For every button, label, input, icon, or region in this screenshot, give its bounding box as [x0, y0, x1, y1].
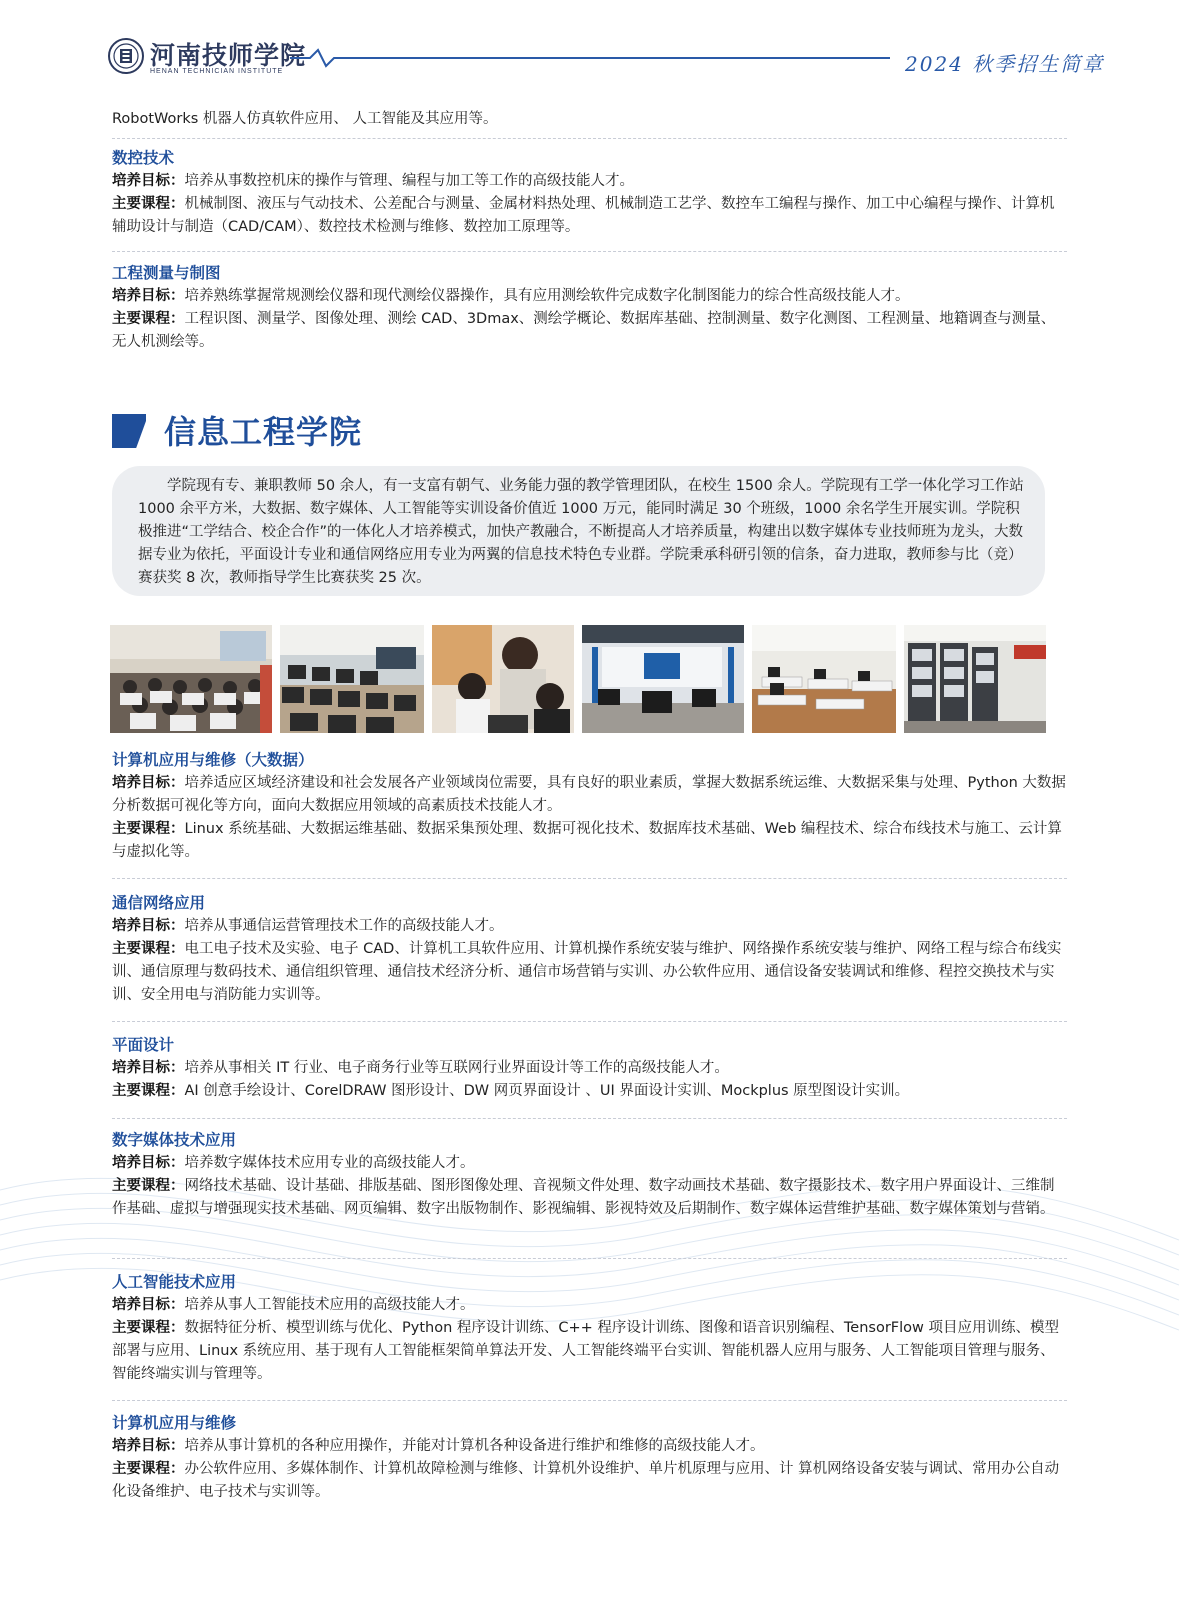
- college-title: 信息工程学院: [164, 413, 363, 451]
- continued-courses: RobotWorks 机器人仿真软件应用、 人工智能及其应用等。: [112, 111, 498, 127]
- photo-classroom-students: [110, 625, 272, 733]
- goal-label: 培养目标：: [112, 288, 185, 304]
- major-courses: [112, 938, 1067, 1007]
- goal-text: 培养熟练掌握常规测绘仪器和现代测绘仪器操作，具有应用测绘软件完成数字化制图能力的综合性高级技能人才。: [184, 288, 910, 304]
- major-title: 数字媒体技术应用: [112, 1131, 237, 1149]
- divider: [112, 878, 1067, 879]
- courses-label: 主要课程：: [112, 821, 185, 837]
- major-title: 通信网络应用: [112, 894, 206, 912]
- major-section: [112, 891, 1067, 1007]
- courses-label: 主要课程：: [112, 196, 185, 212]
- goal-text: 培养数字媒体技术应用专业的高级技能人才。: [184, 1155, 475, 1171]
- major-goal: [112, 1294, 1067, 1317]
- goal-label: 培养目标：: [112, 173, 185, 189]
- major-courses: [112, 308, 1067, 354]
- courses-text: Linux 系统基础、大数据运维基础、数据采集预处理、数据可视化技术、数据库技术基础、Web 编程技术、综合布线技术与施工、云计算与虚拟化等。: [112, 821, 1062, 860]
- courses-text: AI 创意手绘设计、CorelDRAW 图形设计、DW 网页界面设计 、UI 界面设计实训、Mockplus 原型图设计实训。: [184, 1083, 910, 1099]
- photo-lab-room: [752, 625, 896, 733]
- courses-label: 主要课程：: [112, 1083, 185, 1099]
- courses-label: 主要课程：: [112, 1320, 185, 1336]
- courses-text: 网络技术基础、设计基础、排版基础、图形图像处理、音视频文件处理、数字动画技术基础、数字摄影技术、数字用户界面设计、三维制作基础、虚拟与增强现实技术基础、网页编辑、数字出版物制作、影视编辑、影视特效及后期制作、数字媒体运营维护基础、数字媒体策划与营销。: [112, 1178, 1055, 1217]
- courses-text: 机械制图、液压与气动技术、公差配合与测量、金属材料热处理、机械制造工艺学、数控车工编程与操作、加工中心编程与操作、计算机辅助设计与制造（CAD/CAM）、数控技术检测与维修、数控加工原理等。: [112, 196, 1055, 235]
- major-goal: [112, 915, 1067, 938]
- divider: [112, 251, 1067, 252]
- major-section: [112, 146, 1067, 239]
- major-title: 计算机应用与维修: [112, 1414, 237, 1432]
- photo-multimedia-lab: [582, 625, 744, 733]
- major-section: [112, 1128, 1067, 1221]
- header-pulse-line: [290, 46, 890, 70]
- major-section: [112, 748, 1067, 864]
- major-goal: [112, 1152, 1067, 1175]
- major-goal: [112, 1435, 1067, 1458]
- courses-text: 工程识图、测量学、图像处理、测绘 CAD、3Dmax、测绘学概论、数据库基础、控制测量、数字化测图、工程测量、地籍调查与测量、无人机测绘等。: [112, 311, 1056, 350]
- school-logo-subtitle: HENAN TECHNICIAN INSTITUTE: [150, 68, 284, 75]
- goal-text: 培养从事通信运营管理技术工作的高级技能人才。: [184, 918, 504, 934]
- major-section: [112, 1270, 1067, 1386]
- major-goal: [112, 285, 1067, 308]
- photo-computer-lab: [280, 625, 424, 733]
- goal-text: 培养从事计算机的各种应用操作，并能对计算机各种设备进行维护和维修的高级技能人才。: [184, 1438, 765, 1454]
- major-courses: [112, 1458, 1067, 1504]
- major-goal: [112, 170, 1067, 193]
- goal-text: 培养从事相关 IT 行业、电子商务行业等互联网行业界面设计等工作的高级技能人才。: [184, 1060, 729, 1076]
- courses-label: 主要课程：: [112, 1461, 185, 1477]
- photo-equipment-racks: [904, 625, 1046, 733]
- school-seal-icon: [108, 38, 144, 74]
- major-title: 数控技术: [112, 149, 175, 167]
- courses-label: 主要课程：: [112, 941, 185, 957]
- brochure-title: 2024 秋季招生简章: [905, 52, 1105, 76]
- major-section: [112, 1411, 1067, 1504]
- major-courses: [112, 193, 1067, 239]
- divider: [112, 1021, 1067, 1022]
- major-goal: [112, 772, 1067, 818]
- courses-label: 主要课程：: [112, 311, 185, 327]
- goal-label: 培养目标：: [112, 1297, 185, 1313]
- goal-label: 培养目标：: [112, 918, 185, 934]
- major-title: 人工智能技术应用: [112, 1273, 237, 1291]
- goal-label: 培养目标：: [112, 1060, 185, 1076]
- school-logo-text: 河南技师学院: [150, 41, 307, 70]
- photo-teacher-guiding: [432, 625, 574, 733]
- goal-text: 培养适应区域经济建设和社会发展各产业领域岗位需要，具有良好的职业素质，掌握大数据系统运维、大数据采集与处理、Python 大数据分析数据可视化等方向，面向大数据应用领域的高素质技术技能人才。: [112, 775, 1066, 814]
- goal-text: 培养从事数控机床的操作与管理、编程与加工等工作的高级技能人才。: [184, 173, 634, 189]
- major-title: 计算机应用与维修（大数据）: [112, 751, 314, 769]
- courses-text: 电工电子技术及实验、电子 CAD、计算机工具软件应用、计算机操作系统安装与维护、网络操作系统安装与维护、网络工程与综合布线实训、通信原理与数码技术、通信组织管理、通信技术经济分析、通信市场营销与实训、办公软件应用、通信设备安装调试和维修、程控交换技术与实训、安全用电与消防能力实训等。: [112, 941, 1062, 1003]
- major-title: 平面设计: [112, 1036, 175, 1054]
- divider: [112, 1118, 1067, 1119]
- goal-text: 培养从事人工智能技术应用的高级技能人才。: [184, 1297, 475, 1313]
- major-title: 工程测量与制图: [112, 264, 221, 282]
- goal-label: 培养目标：: [112, 775, 185, 791]
- goal-label: 培养目标：: [112, 1155, 185, 1171]
- college-intro-text: 学院现有专、兼职教师 50 余人，有一支富有朝气、业务能力强的教学管理团队，在校生 1500 余人。学院现有工学一体化学习工作站 1000 余平方米，大数据、数字媒体、人工智能等实训设备价值近 1000 万元，能同时满足 30 个班级，1000 余名学生开展实训。学院积极推进“工学结合、校企合作”的一体化人才培养模式，加快产教融合，不断提高人才培养质量，构建出以数字媒体专业技师班为龙头，大数据专业为依托，平面设计专业和通信网络应用专业为两翼的信息技术特色专业群。学院秉承科研引领的信条，奋力进取，教师参与比（竞）赛获奖 8 次，教师指导学生比赛获奖 25 次。: [138, 478, 1024, 586]
- divider: [112, 1400, 1067, 1401]
- major-goal: [112, 1057, 1067, 1080]
- courses-text: 数据特征分析、模型训练与优化、Python 程序设计训练、C++ 程序设计训练、图像和语音识别编程、TensorFlow 项目应用训练、模型部署与应用、Linux 系统应用、基于现有人工智能框架简单算法开发、人工智能终端平台实训、智能机器人应用与服务、人工智能项目管理与服务、智能终端实训与管理等。: [112, 1320, 1059, 1382]
- courses-text: 办公软件应用、多媒体制作、计算机故障检测与维修、计算机外设维护、单片机原理与应用、计 算机网络设备安装与调试、常用办公自动化设备维护、电子技术与实训等。: [112, 1461, 1060, 1500]
- goal-label: 培养目标：: [112, 1438, 185, 1454]
- courses-label: 主要课程：: [112, 1178, 185, 1194]
- major-section: [112, 1033, 1067, 1103]
- major-courses: [112, 1317, 1067, 1386]
- major-section: [112, 261, 1067, 354]
- major-courses: [112, 1080, 1067, 1103]
- divider: [112, 1258, 1067, 1259]
- college-intro-box: [112, 466, 1045, 596]
- page-header: [0, 0, 1179, 110]
- photo-strip: [110, 625, 1046, 733]
- divider: [112, 138, 1067, 139]
- major-courses: [112, 1175, 1067, 1221]
- major-courses: [112, 818, 1067, 864]
